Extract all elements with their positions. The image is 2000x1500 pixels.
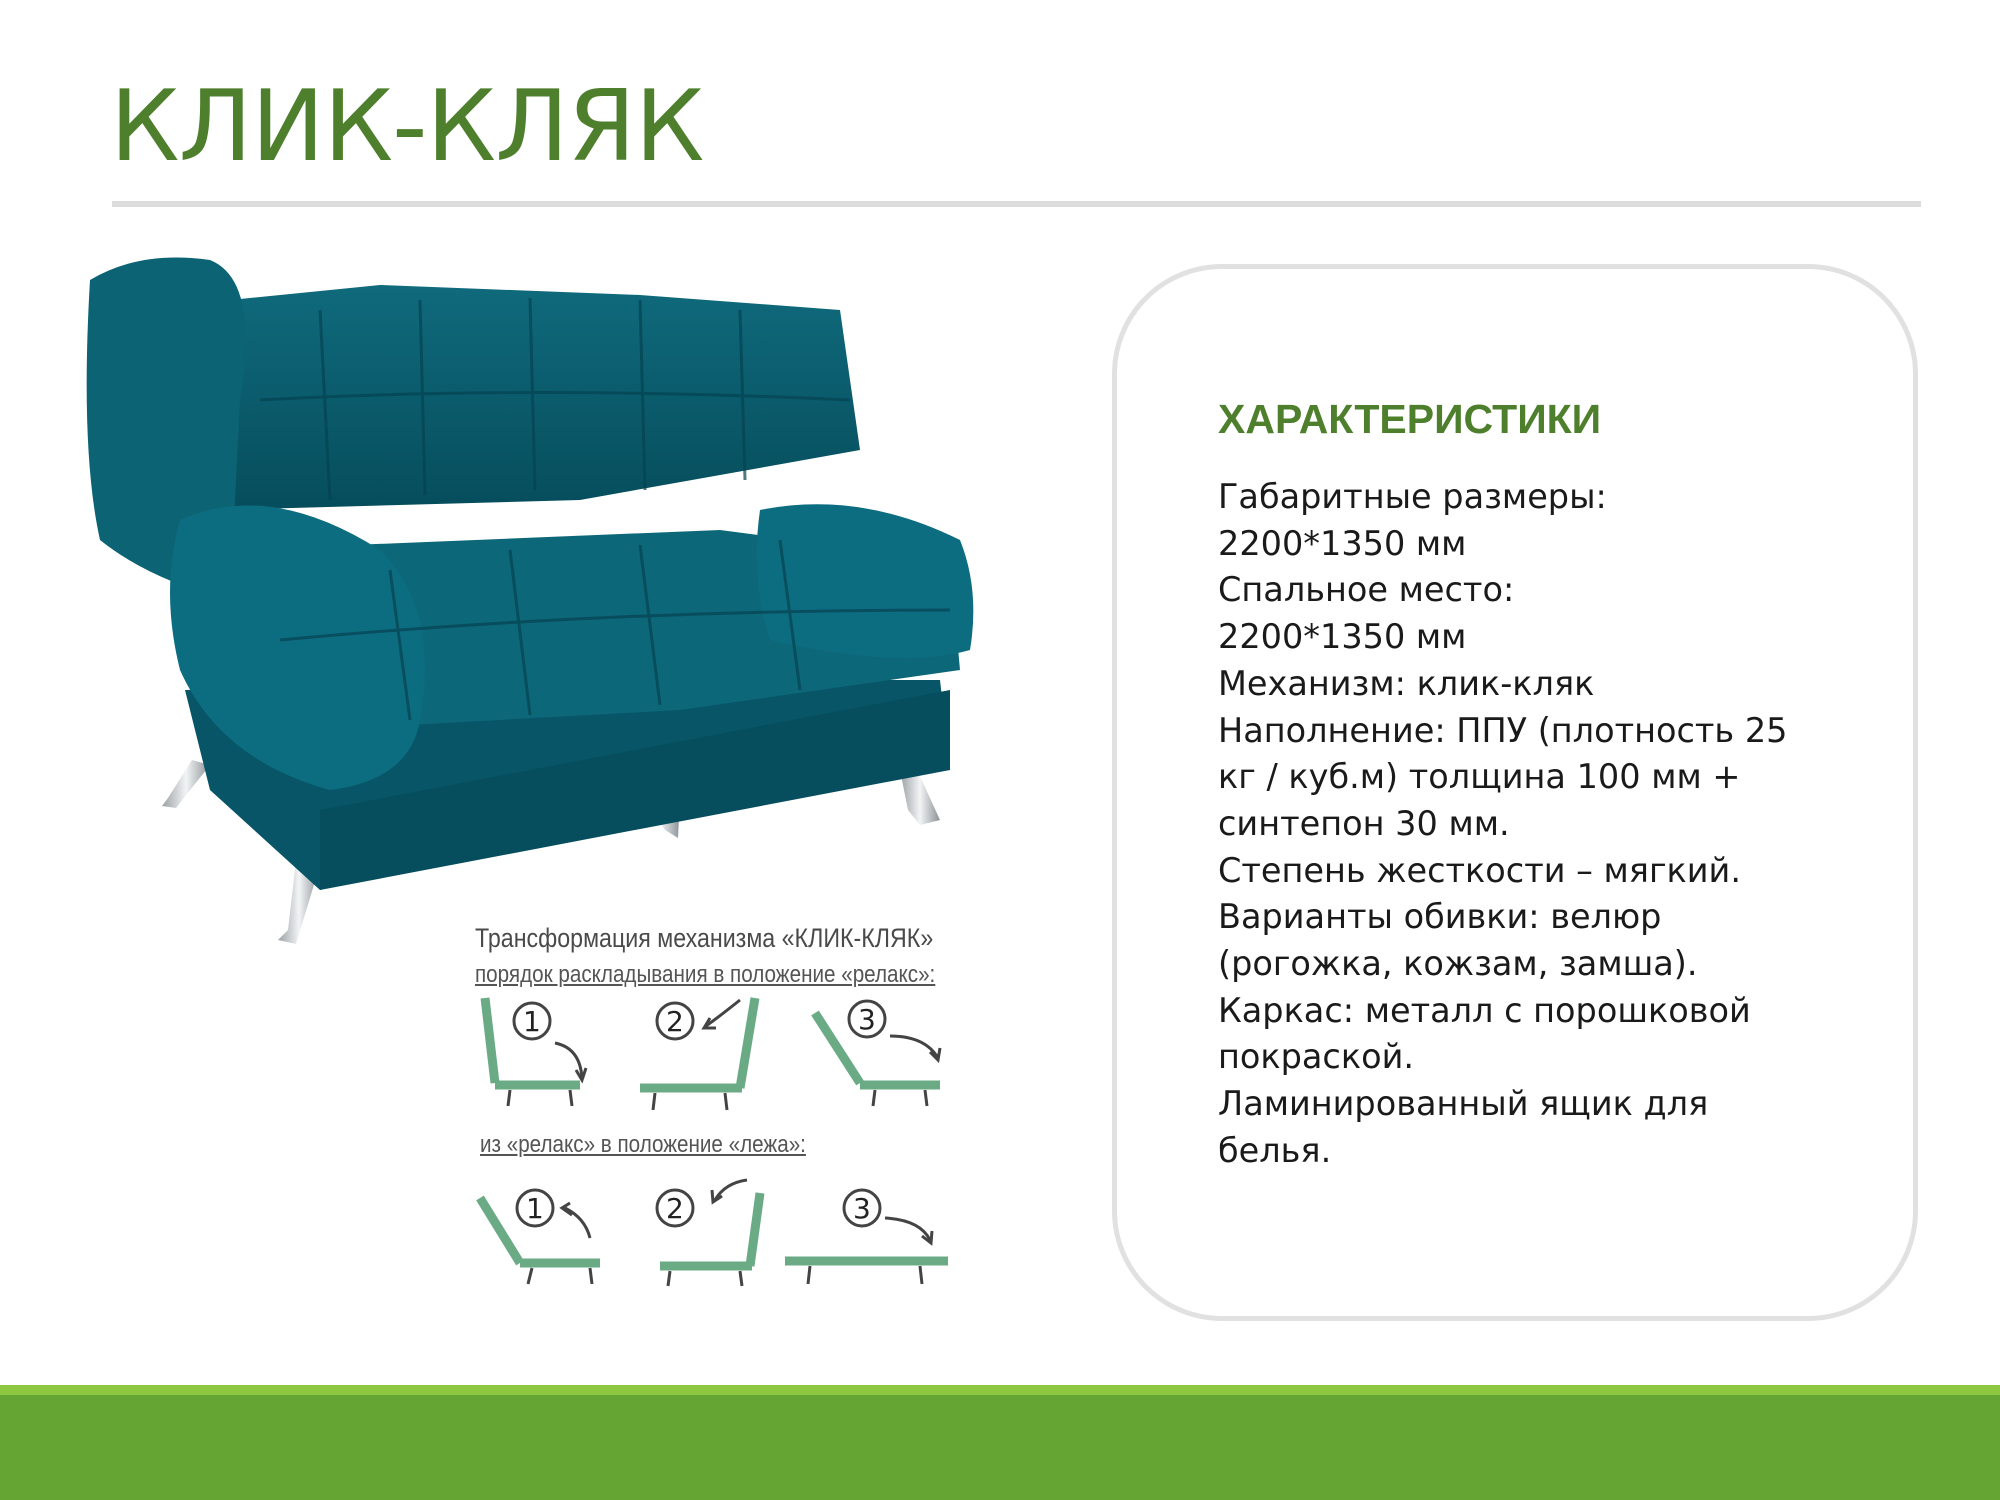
step-3-relax xyxy=(815,1001,940,1106)
spec-line: белья. xyxy=(1218,1130,1332,1170)
footer-accent-stripe xyxy=(0,1385,2000,1395)
title-divider xyxy=(112,201,1921,207)
specs-heading: ХАРАКТЕРИСТИКИ xyxy=(1218,396,1602,442)
footer-bar xyxy=(0,1395,2000,1500)
step-2-relax xyxy=(640,998,755,1110)
step-1-relax xyxy=(485,998,586,1106)
spec-line: 2200*1350 мм xyxy=(1218,523,1467,563)
spec-line: Каркас: металл с порошковой xyxy=(1218,990,1751,1030)
step-2-lying xyxy=(657,1180,760,1286)
spec-line: 2200*1350 мм xyxy=(1218,617,1467,657)
spec-line: Габаритные размеры: xyxy=(1218,477,1607,516)
spec-line: Степень жесткости – мягкий. xyxy=(1218,850,1741,890)
sofa-image xyxy=(80,250,1060,970)
relax-row xyxy=(485,998,940,1110)
svg-text:2: 2 xyxy=(666,1005,684,1038)
step-3-lying xyxy=(785,1190,948,1284)
transformation-diagram xyxy=(470,918,970,1298)
spec-line: синтепон 30 мм. xyxy=(1218,803,1510,843)
spec-line: Варианты обивки: велюр xyxy=(1218,897,1662,937)
svg-text:3: 3 xyxy=(858,1003,876,1036)
spec-line: Наполнение: ППУ (плотность 25 xyxy=(1218,710,1788,750)
diagram-subtitle-lying: из «релакс» в положение «лежа»: xyxy=(480,1131,806,1158)
svg-text:1: 1 xyxy=(526,1192,544,1225)
svg-text:1: 1 xyxy=(523,1005,541,1038)
spec-line: кг / куб.м) толщина 100 мм + xyxy=(1218,757,1741,797)
slide-title: КЛИК-КЛЯК xyxy=(110,70,704,184)
step-1-lying xyxy=(480,1190,600,1284)
diagram-subtitle-relax: порядок раскладывания в положение «релакс»: xyxy=(475,961,936,988)
svg-text:2: 2 xyxy=(666,1192,684,1225)
spec-line: Ламинированный ящик для xyxy=(1218,1084,1709,1124)
spec-line: покраской. xyxy=(1218,1037,1414,1077)
lying-row xyxy=(480,1180,948,1286)
spec-line: Спальное место: xyxy=(1218,570,1515,610)
specs-list xyxy=(1218,474,1858,1175)
diagram-title: Трансформация механизма «КЛИК-КЛЯК» xyxy=(475,923,934,953)
svg-text:3: 3 xyxy=(853,1192,871,1225)
spec-line: (рогожка, кожзам, замша). xyxy=(1218,944,1698,984)
spec-line: Механизм: клик-кляк xyxy=(1218,663,1595,703)
